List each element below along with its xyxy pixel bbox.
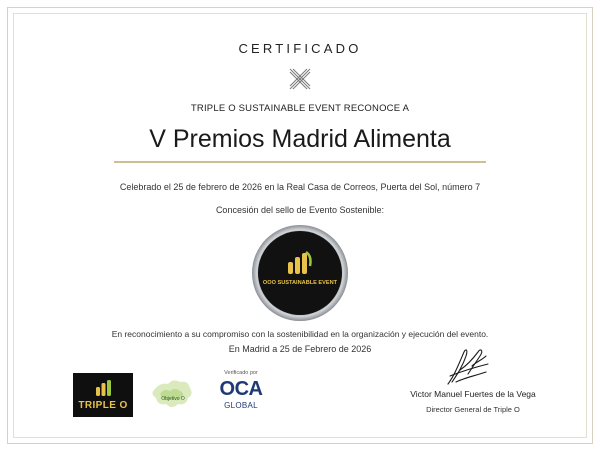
triple-o-logo — [73, 373, 133, 417]
verified-by-label: Verificado por — [224, 370, 258, 376]
certificate-title: CERTIFICADO — [238, 41, 362, 56]
event-details: Celebrado el 25 de febrero de 2026 en la Real Casa de Correos, Puerta del Sol, número 7 — [119, 182, 481, 192]
gold-divider — [114, 161, 486, 163]
handwritten-signature — [442, 346, 494, 388]
issuer-line: TRIPLE O SUSTAINABLE EVENT RECONOCE A — [190, 103, 410, 114]
sustainable-event-seal — [250, 224, 350, 322]
triple-o-leaf-icon — [95, 378, 113, 398]
objetivo-logo — [150, 376, 196, 416]
oca-wordmark: OCA — [219, 378, 263, 400]
event-name: V Premios Madrid Alimenta — [149, 125, 451, 153]
triple-o-wordmark: TRIPLE O — [78, 400, 128, 411]
recognition-text: En reconocimiento a su compromiso con la sostenibilidad en la organización y ejecución del evento. — [111, 329, 489, 339]
signer-role: Director General de Triple O — [426, 405, 520, 414]
oca-logo — [212, 378, 270, 401]
decorative-cross-icon — [289, 68, 311, 90]
seal-label: OOO SUSTAINABLE EVENT — [262, 280, 338, 286]
objetivo-wordmark: Objetivo O — [161, 396, 185, 402]
concession-text: Concesión del sello de Evento Sostenible: — [215, 205, 385, 215]
oca-global-text: GLOBAL — [224, 401, 258, 410]
signer-name: Victor Manuel Fuertes de la Vega — [410, 389, 536, 399]
place-date: En Madrid a 25 de Febrero de 2026 — [228, 344, 372, 354]
